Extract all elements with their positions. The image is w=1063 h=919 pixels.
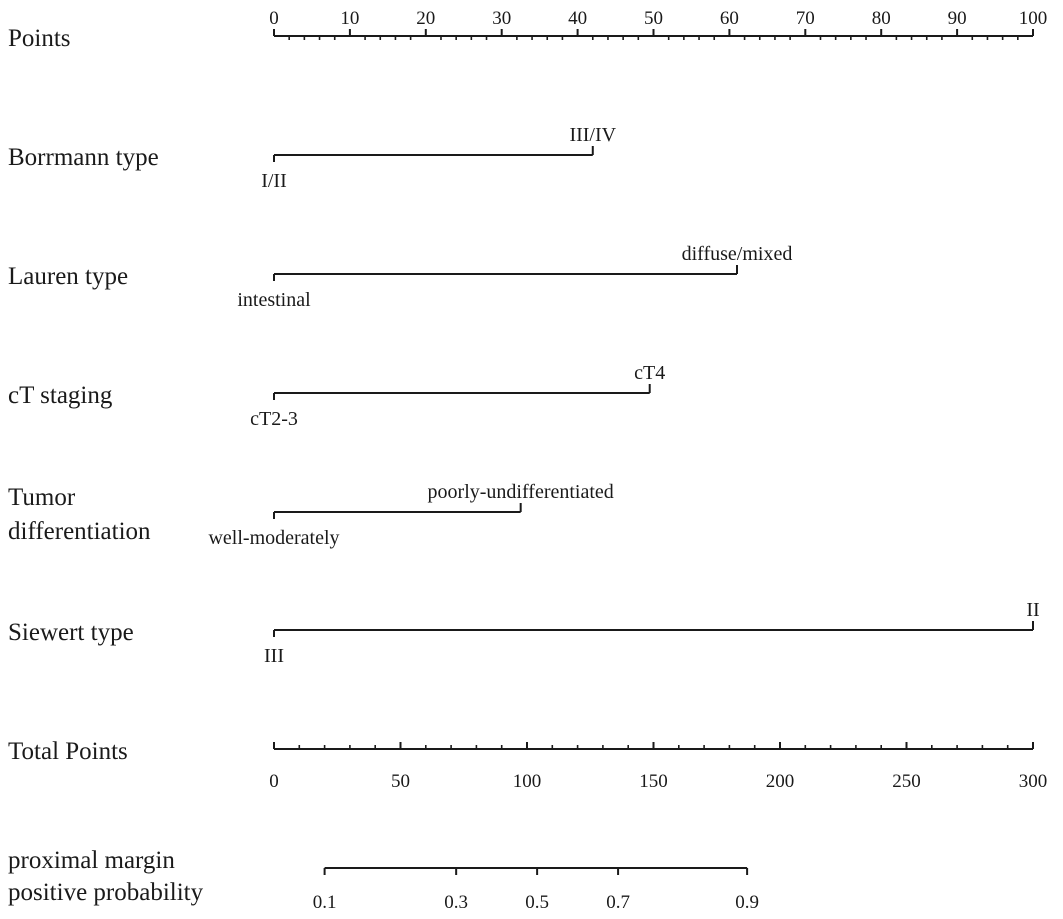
probability-axis-tick-label: 0.1 bbox=[312, 892, 337, 913]
points-axis-tick-label: 80 bbox=[871, 8, 891, 29]
points-axis-tick-label: 30 bbox=[492, 8, 512, 29]
level-label: cT2-3 bbox=[250, 408, 298, 430]
level-label: II bbox=[1026, 599, 1040, 621]
level-label: I/II bbox=[261, 170, 287, 192]
points-axis-tick-label: 60 bbox=[719, 8, 739, 29]
level-label: well-moderately bbox=[208, 527, 340, 549]
total-points-tick-label: 250 bbox=[892, 771, 921, 792]
probability-axis-label: proximal margin bbox=[8, 847, 175, 874]
total-points-tick-label: 150 bbox=[639, 771, 668, 792]
level-label: III bbox=[264, 645, 284, 667]
variable-label: cT staging bbox=[8, 382, 113, 409]
level-label: intestinal bbox=[237, 289, 311, 311]
points-axis-tick-label: 10 bbox=[340, 8, 360, 29]
variable-label: Tumor bbox=[8, 484, 76, 511]
points-axis-tick-label: 50 bbox=[644, 8, 663, 29]
points-axis-tick-label: 0 bbox=[269, 8, 279, 29]
points-axis-tick-label: 100 bbox=[1018, 8, 1048, 29]
probability-axis-label: positive probability bbox=[8, 879, 204, 906]
variable-label: Borrmann type bbox=[8, 144, 159, 171]
probability-axis-tick-label: 0.7 bbox=[606, 892, 630, 913]
points-axis-tick-label: 20 bbox=[416, 8, 436, 29]
probability-axis-tick-label: 0.3 bbox=[444, 892, 469, 913]
points-axis-tick-label: 40 bbox=[568, 8, 588, 29]
points-axis-tick-label: 90 bbox=[947, 8, 967, 29]
total-points-tick-label: 100 bbox=[512, 771, 542, 792]
total-points-tick-label: 300 bbox=[1018, 771, 1048, 792]
variable-label: Lauren type bbox=[8, 263, 129, 290]
probability-axis-tick-label: 0.5 bbox=[525, 892, 549, 913]
level-label: diffuse/mixed bbox=[681, 243, 793, 265]
variable-label: differentiation bbox=[8, 518, 151, 545]
level-label: poorly-undifferentiated bbox=[427, 481, 614, 503]
variable-label: Siewert type bbox=[8, 619, 134, 646]
total-points-tick-label: 50 bbox=[391, 771, 410, 792]
total-points-tick-label: 200 bbox=[765, 771, 795, 792]
total-points-tick-label: 0 bbox=[269, 771, 279, 792]
points-axis-label: Points bbox=[8, 25, 71, 52]
level-label: cT4 bbox=[634, 362, 666, 384]
points-axis-tick-label: 70 bbox=[795, 8, 815, 29]
total-points-axis-label: Total Points bbox=[8, 738, 128, 765]
level-label: III/IV bbox=[569, 124, 617, 146]
probability-axis-tick-label: 0.9 bbox=[735, 892, 759, 913]
